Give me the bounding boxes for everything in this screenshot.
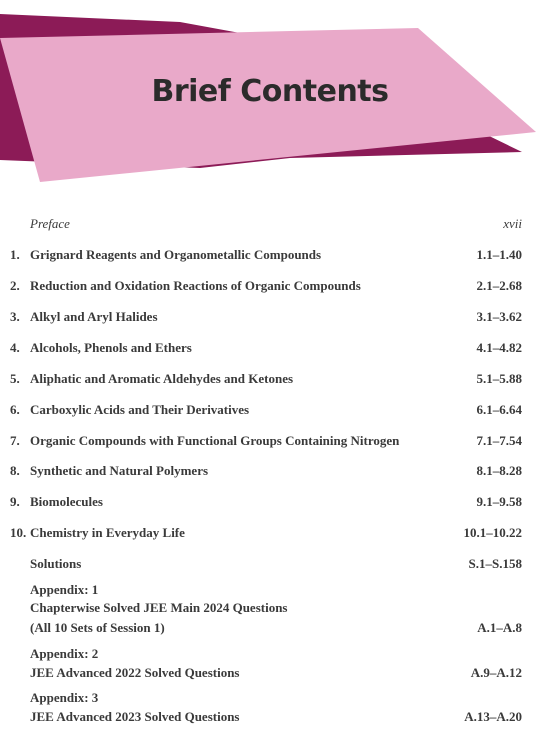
toc-entry-page: 5.1–5.88 <box>476 371 522 386</box>
toc-entry-label: Carboxylic Acids and Their Derivatives <box>30 402 250 417</box>
toc-entry-appendix[interactable] <box>0 709 540 729</box>
toc-entry-label: Alkyl and Aryl Halides <box>30 309 158 324</box>
toc-entry-label: JEE Advanced 2023 Solved Questions <box>30 709 240 724</box>
toc-entry-appendix[interactable] <box>0 600 540 620</box>
toc-entry-chapter[interactable] <box>0 463 540 483</box>
toc-entry-label: JEE Advanced 2022 Solved Questions <box>30 665 240 680</box>
toc-entry-label: (All 10 Sets of Session 1) <box>30 620 165 635</box>
toc-entry-label: Organic Compounds with Functional Groups Containing Nitrogen <box>30 433 400 448</box>
toc-entry-chapter[interactable] <box>0 340 540 360</box>
toc-entry-number: 6. <box>10 402 20 417</box>
toc-entry-page: 8.1–8.28 <box>476 463 522 478</box>
toc-entry-label: Alcohols, Phenols and Ethers <box>30 340 192 355</box>
toc-entry-label: Grignard Reagents and Organometallic Compounds <box>30 247 322 262</box>
toc-entry-label: Chemistry in Everyday Life <box>30 525 185 540</box>
toc-entry-label: Biomolecules <box>30 494 103 509</box>
toc-entry-page: 9.1–9.58 <box>476 494 522 509</box>
toc-entry-page: A.1–A.8 <box>477 620 522 635</box>
toc-entry-appendix[interactable] <box>0 665 540 685</box>
toc-appendix-heading <box>0 690 540 710</box>
toc-entry-label: Reduction and Oxidation Reactions of Organic Compounds <box>30 278 361 293</box>
toc-entry-number: 4. <box>10 340 20 355</box>
toc-entry-appendix-continued[interactable] <box>0 620 540 640</box>
toc-entry-number: 3. <box>10 309 20 324</box>
toc-entry-preface[interactable] <box>0 216 540 236</box>
toc-entry-page: xvii <box>503 216 522 231</box>
toc-entry-number: 8. <box>10 463 20 478</box>
toc-appendix-heading <box>0 646 540 666</box>
toc-entry-label: Solutions <box>30 556 82 571</box>
toc-entry-page: 10.1–10.22 <box>463 525 522 540</box>
toc-entry-chapter[interactable] <box>0 433 540 453</box>
toc-appendix-heading <box>0 582 540 602</box>
toc-entry-page: 4.1–4.82 <box>476 340 522 355</box>
toc-entry-chapter[interactable] <box>0 525 540 545</box>
toc-appendix-label: Appendix: 1 <box>30 582 99 597</box>
toc-entry-number: 1. <box>10 247 20 262</box>
toc-entry-page: 1.1–1.40 <box>476 247 522 262</box>
toc-entry-chapter[interactable] <box>0 494 540 514</box>
toc-entry-page: 2.1–2.68 <box>476 278 522 293</box>
toc-entry-page: A.13–A.20 <box>464 709 522 724</box>
toc-entry-label: Chapterwise Solved JEE Main 2024 Questions <box>30 600 288 615</box>
toc-entry-number: 9. <box>10 494 20 509</box>
toc-entry-label: Aliphatic and Aromatic Aldehydes and Ketones <box>30 371 294 386</box>
toc-entry-chapter[interactable] <box>0 402 540 422</box>
toc-entry-label: Synthetic and Natural Polymers <box>30 463 209 478</box>
toc-entry-page: A.9–A.12 <box>470 665 522 680</box>
toc-entry-solutions[interactable] <box>0 556 540 576</box>
toc-entry-number: 7. <box>10 433 20 448</box>
page-title: Brief Contents <box>151 74 389 109</box>
toc-entry-chapter[interactable] <box>0 309 540 329</box>
toc-entry-page: 3.1–3.62 <box>476 309 522 324</box>
toc-entry-number: 5. <box>10 371 20 386</box>
toc-entry-chapter[interactable] <box>0 278 540 298</box>
toc-entry-number: 2. <box>10 278 20 293</box>
toc-entry-page: S.1–S.158 <box>468 556 522 571</box>
toc-entry-page: 7.1–7.54 <box>476 433 522 448</box>
toc-entry-number: 10. <box>10 525 27 540</box>
toc-entry-chapter[interactable] <box>0 371 540 391</box>
toc-entry-page: 6.1–6.64 <box>476 402 522 417</box>
toc-entry-chapter[interactable] <box>0 247 540 267</box>
toc-entry-label: Preface <box>30 216 70 231</box>
toc-appendix-label: Appendix: 2 <box>30 646 99 661</box>
toc-appendix-label: Appendix: 3 <box>30 690 99 705</box>
